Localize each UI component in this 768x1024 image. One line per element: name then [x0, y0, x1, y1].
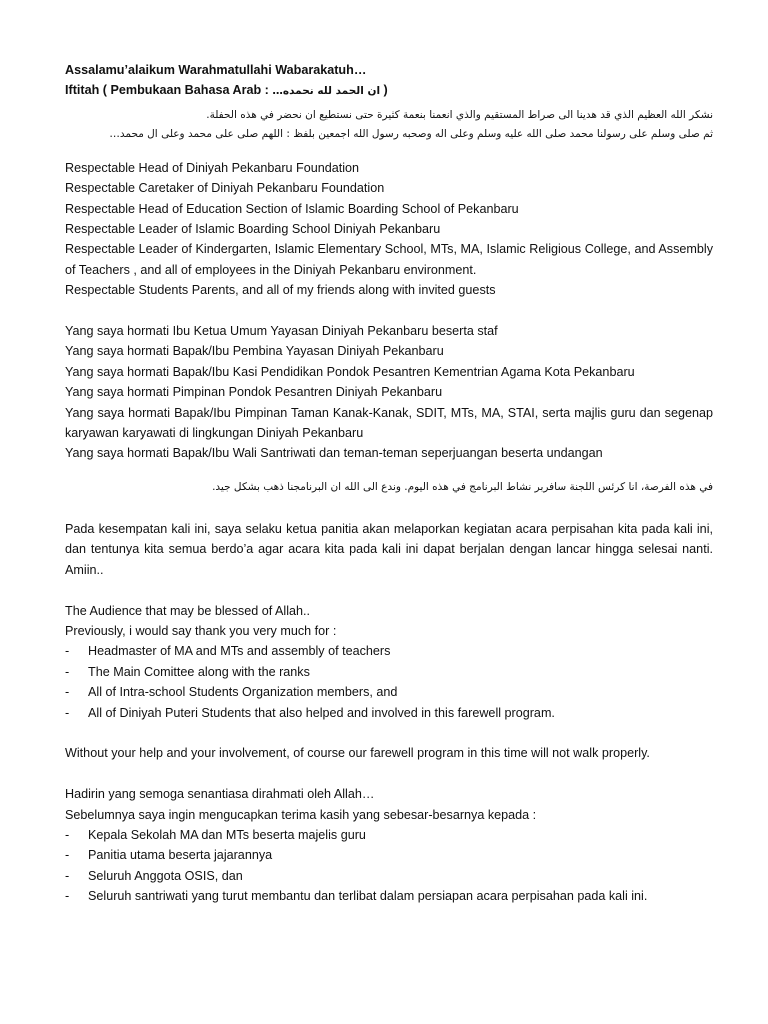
list-item-text: The Main Comittee along with the ranks — [88, 664, 310, 679]
arabic-opening-line: نشكر الله العظيم الذي قد هدينا الى صراط المستقيم والذي انعمنا بنعمة كثيرة حتى نستطيع ان نحضر في هذه الحفلة. — [206, 108, 713, 121]
list-item — [65, 825, 713, 845]
hormati-line: Yang saya hormati Pimpinan Pondok Pesantren Diniyah Pekanbaru — [65, 385, 443, 400]
hadirin-list — [65, 825, 713, 907]
dash: - — [65, 868, 70, 883]
list-item — [65, 662, 713, 682]
iftitah-close: ) — [380, 83, 388, 98]
respectable-line: Respectable Head of Education Section of Islamic Boarding School of Pekanbaru — [65, 201, 519, 216]
arabic-opening-line: ثم صلى وسلم على رسولنا محمد صلى الله عليه وسلم وعلى اله وصحبه رسول الله اجمعين بلفظ : اللهم صلى على محمد وعلى ال محمد… — [109, 127, 713, 140]
list-item-text: Seluruh Anggota OSIS, dan — [88, 868, 243, 883]
hadirin-line: Hadirin yang semoga senantiasa dirahmati oleh Allah… — [65, 787, 375, 802]
list-item — [65, 682, 713, 702]
list-item — [65, 641, 713, 661]
arabic-report: في هذه الفرصة، انا كرئس اللجنة سافربر نشاط البرنامج في هذه اليوم. وندع الى الله ان البرنامجنا ذهب بشكل جيد. — [212, 480, 713, 493]
list-item — [65, 866, 713, 886]
list-item-text: Panitia utama beserta jajarannya — [88, 848, 273, 863]
dash: - — [65, 644, 70, 659]
list-item-text: All of Intra-school Students Organization members, and — [88, 685, 398, 700]
audience-list — [65, 641, 713, 723]
list-item-text: Kepala Sekolah MA dan MTs beserta majelis guru — [88, 827, 366, 842]
hormati-line: Yang saya hormati Bapak/Ibu Pembina Yayasan Diniyah Pekanbaru — [65, 344, 444, 359]
hormati-section — [65, 321, 713, 464]
hormati-line: Yang saya hormati Ibu Ketua Umum Yayasan Diniyah Pekanbaru beserta staf — [65, 324, 498, 339]
respectable-line: Respectable Head of Diniyah Pekanbaru Foundation — [65, 160, 360, 175]
iftitah-line — [65, 80, 713, 101]
dash: - — [65, 705, 70, 720]
dash: - — [65, 889, 70, 904]
respectable-line: Respectable Caretaker of Diniyah Pekanbaru Foundation — [65, 181, 385, 196]
paragraph-without: Without your help and your involvement, of course our farewell program in this time will not walk properly. — [65, 746, 650, 761]
iftitah-label: Iftitah ( Pembukaan Bahasa Arab : — [65, 83, 273, 98]
arabic-opening — [65, 106, 713, 144]
paragraph-kesempatan: Pada kesempatan kali ini, saya selaku ketua panitia akan melaporkan kegiatan acara perpisahan kita pada kali ini, dan tentunya kita semua berdo’a agar acara kita pada kali ini dapat berjalan dengan lancar hingga selesai nanti. Amiin.. — [65, 521, 713, 577]
list-item-text: Seluruh santriwati yang turut membantu dan terlibat dalam persiapan acara perpisahan pada kali ini. — [88, 889, 648, 904]
list-item-text: All of Diniyah Puteri Students that also helped and involved in this farewell program. — [88, 705, 555, 720]
respectable-line: Respectable Leader of Kindergarten, Islamic Elementary School, MTs, MA, Islamic Religious College, and Assembly of Teachers , and all of employees in the Diniyah Pekanbaru environment. — [65, 242, 713, 277]
audience-line: Previously, i would say thank you very much for : — [65, 623, 337, 638]
hormati-line: Yang saya hormati Bapak/Ibu Wali Santriwati dan teman-teman seperjuangan beserta undangan — [65, 446, 603, 461]
respectable-line: Respectable Leader of Islamic Boarding School Diniyah Pekanbaru — [65, 222, 441, 237]
list-item — [65, 886, 713, 906]
iftitah-arabic: …ان الحمد لله نحمده — [272, 85, 381, 98]
hormati-line: Yang saya hormati Bapak/Ibu Pimpinan Taman Kanak-Kanak, SDIT, MTs, MA, STAI, serta majlis guru dan segenap karyawan karyawati di lingkungan Diniyah Pekanbaru — [65, 405, 713, 441]
respectable-section — [65, 158, 713, 301]
dash: - — [65, 664, 70, 679]
dash: - — [65, 848, 70, 863]
list-item-text: Headmaster of MA and MTs and assembly of teachers — [88, 644, 391, 659]
dash: - — [65, 685, 70, 700]
list-item — [65, 845, 713, 865]
respectable-line: Respectable Students Parents, and all of my friends along with invited guests — [65, 283, 496, 298]
list-item — [65, 703, 713, 723]
hormati-line: Yang saya hormati Bapak/Ibu Kasi Pendidikan Pondok Pesantren Kementrian Agama Kota Pekanbaru — [65, 364, 635, 379]
hadirin-line: Sebelumnya saya ingin mengucapkan terima kasih yang sebesar-besarnya kepada : — [65, 807, 537, 822]
audience-line: The Audience that may be blessed of Allah.. — [65, 603, 311, 618]
greeting: Assalamu’alaikum Warahmatullahi Wabarakatuh… — [65, 63, 367, 77]
dash: - — [65, 827, 70, 842]
document-page — [65, 60, 713, 907]
